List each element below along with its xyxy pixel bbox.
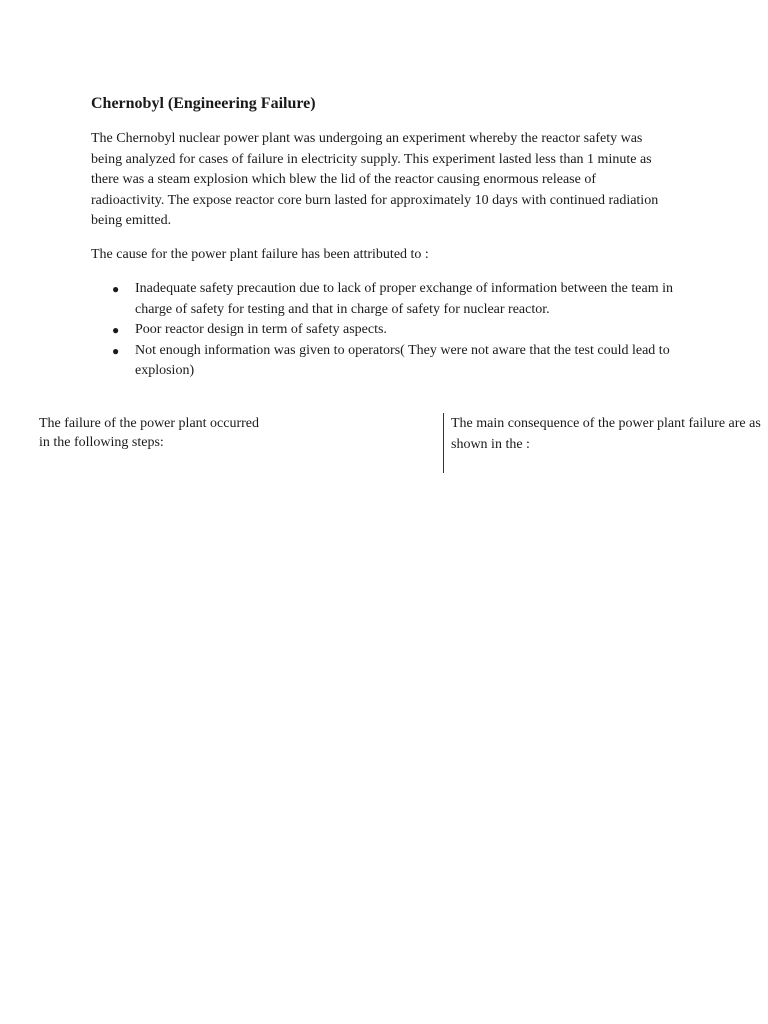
- cause-intro: The cause for the power plant failure has been attributed to :: [91, 247, 429, 262]
- document-title: Chernobyl (Engineering Failure): [91, 95, 316, 112]
- intro-paragraph: The Chernobyl nuclear power plant was undergoing an experiment whereby the reactor safety was being analyzed for cases of failure in electricity supply. This experiment lasted less than 1 minute as there was a steam explosion which blew the lid of the reactor causing enormous release of radioactivity. The expose reactor core burn lasted for approximately 10 days with continued radiation being emitted.: [91, 131, 659, 228]
- list-item-text: Not enough information was given to operators( They were not aware that the test could lead to explosion): [135, 342, 670, 378]
- failure-steps-text: The failure of the power plant occurred in the following steps:: [39, 416, 260, 450]
- bullet-icon: ●: [112, 323, 120, 337]
- consequence-text: The main consequence of the power plant failure are as shown in the :: [451, 416, 761, 452]
- bullet-icon: ●: [112, 343, 120, 358]
- causes-list: [91, 279, 681, 382]
- list-item: [91, 320, 681, 341]
- list-item-text: Inadequate safety precaution due to lack of proper exchange of information between the team in charge of safety for testing and that in charge of safety for nuclear reactor.: [135, 281, 673, 317]
- list-item: [91, 279, 681, 320]
- list-item: [91, 341, 681, 382]
- column-divider: [443, 413, 444, 473]
- list-item-text: Poor reactor design in term of safety aspects.: [135, 322, 387, 337]
- bullet-icon: ●: [112, 282, 120, 296]
